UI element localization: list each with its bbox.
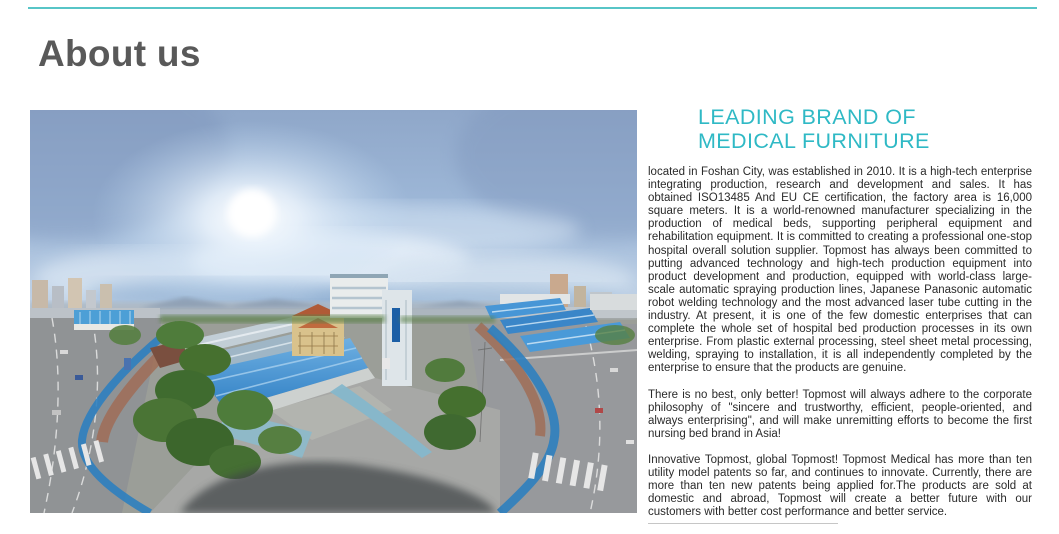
about-paragraph-1: located in Foshan City, was established in 2010. It is a high-tech enterprise integrating production, research and development and sales. It has obtained ISO13485 And EU CE certification, the factory area is 16,000 square meters. It is a world-renowned manufacturer specializing in the production of medical beds, supporting peripheral equipment and rehabilitation equipment. It is committed to creating a professional one-stop hospital overall solution supplier. Topmost has always been committed to putting advanced technology and high-tech production equipment into product development and production, equipped with world-class large-scale automatic spraying production lines, Japanese Panasonic automatic robot welding technology and the most advanced laser tube cutting in the industry. At present, it is one of the few domestic enterprises that can complete the whole set of hospital bed production processes in its own enterprise. From plastic external processing, steel sheet metal processing, welding, spraying to installation, it is all independently completed by the enterprise to ensure that the products are genuine. [648, 166, 1032, 375]
page-title: About us [38, 33, 201, 74]
factory-panorama-photo [30, 110, 637, 513]
top-divider [28, 7, 1037, 9]
about-paragraph-3: Innovative Topmost, global Topmost! Topmost Medical has more than ten utility model patents so far, and continues to innovate. Currently, there are more than ten new patents being applied for.The products are sold at domestic and abroad, Topmost will create a better future with our customers with better cost performance and better service. [648, 453, 1032, 519]
text-underline-divider [648, 523, 838, 524]
about-paragraph-2: There is no best, only better! Topmost will always adhere to the corporate philosophy of "sincere and trustworthy, efficient, people-oriented, and always enterprising", and will make unremitting efforts to become the first nursing bed brand in Asia! [648, 388, 1032, 440]
section-heading-line2: MEDICAL FURNITURE [698, 129, 930, 153]
about-section [648, 105, 1032, 524]
about-body [648, 166, 1032, 519]
section-heading-line1: LEADING BRAND OF [698, 105, 916, 129]
factory-panorama-illustration [30, 110, 637, 513]
section-heading [648, 105, 1032, 153]
